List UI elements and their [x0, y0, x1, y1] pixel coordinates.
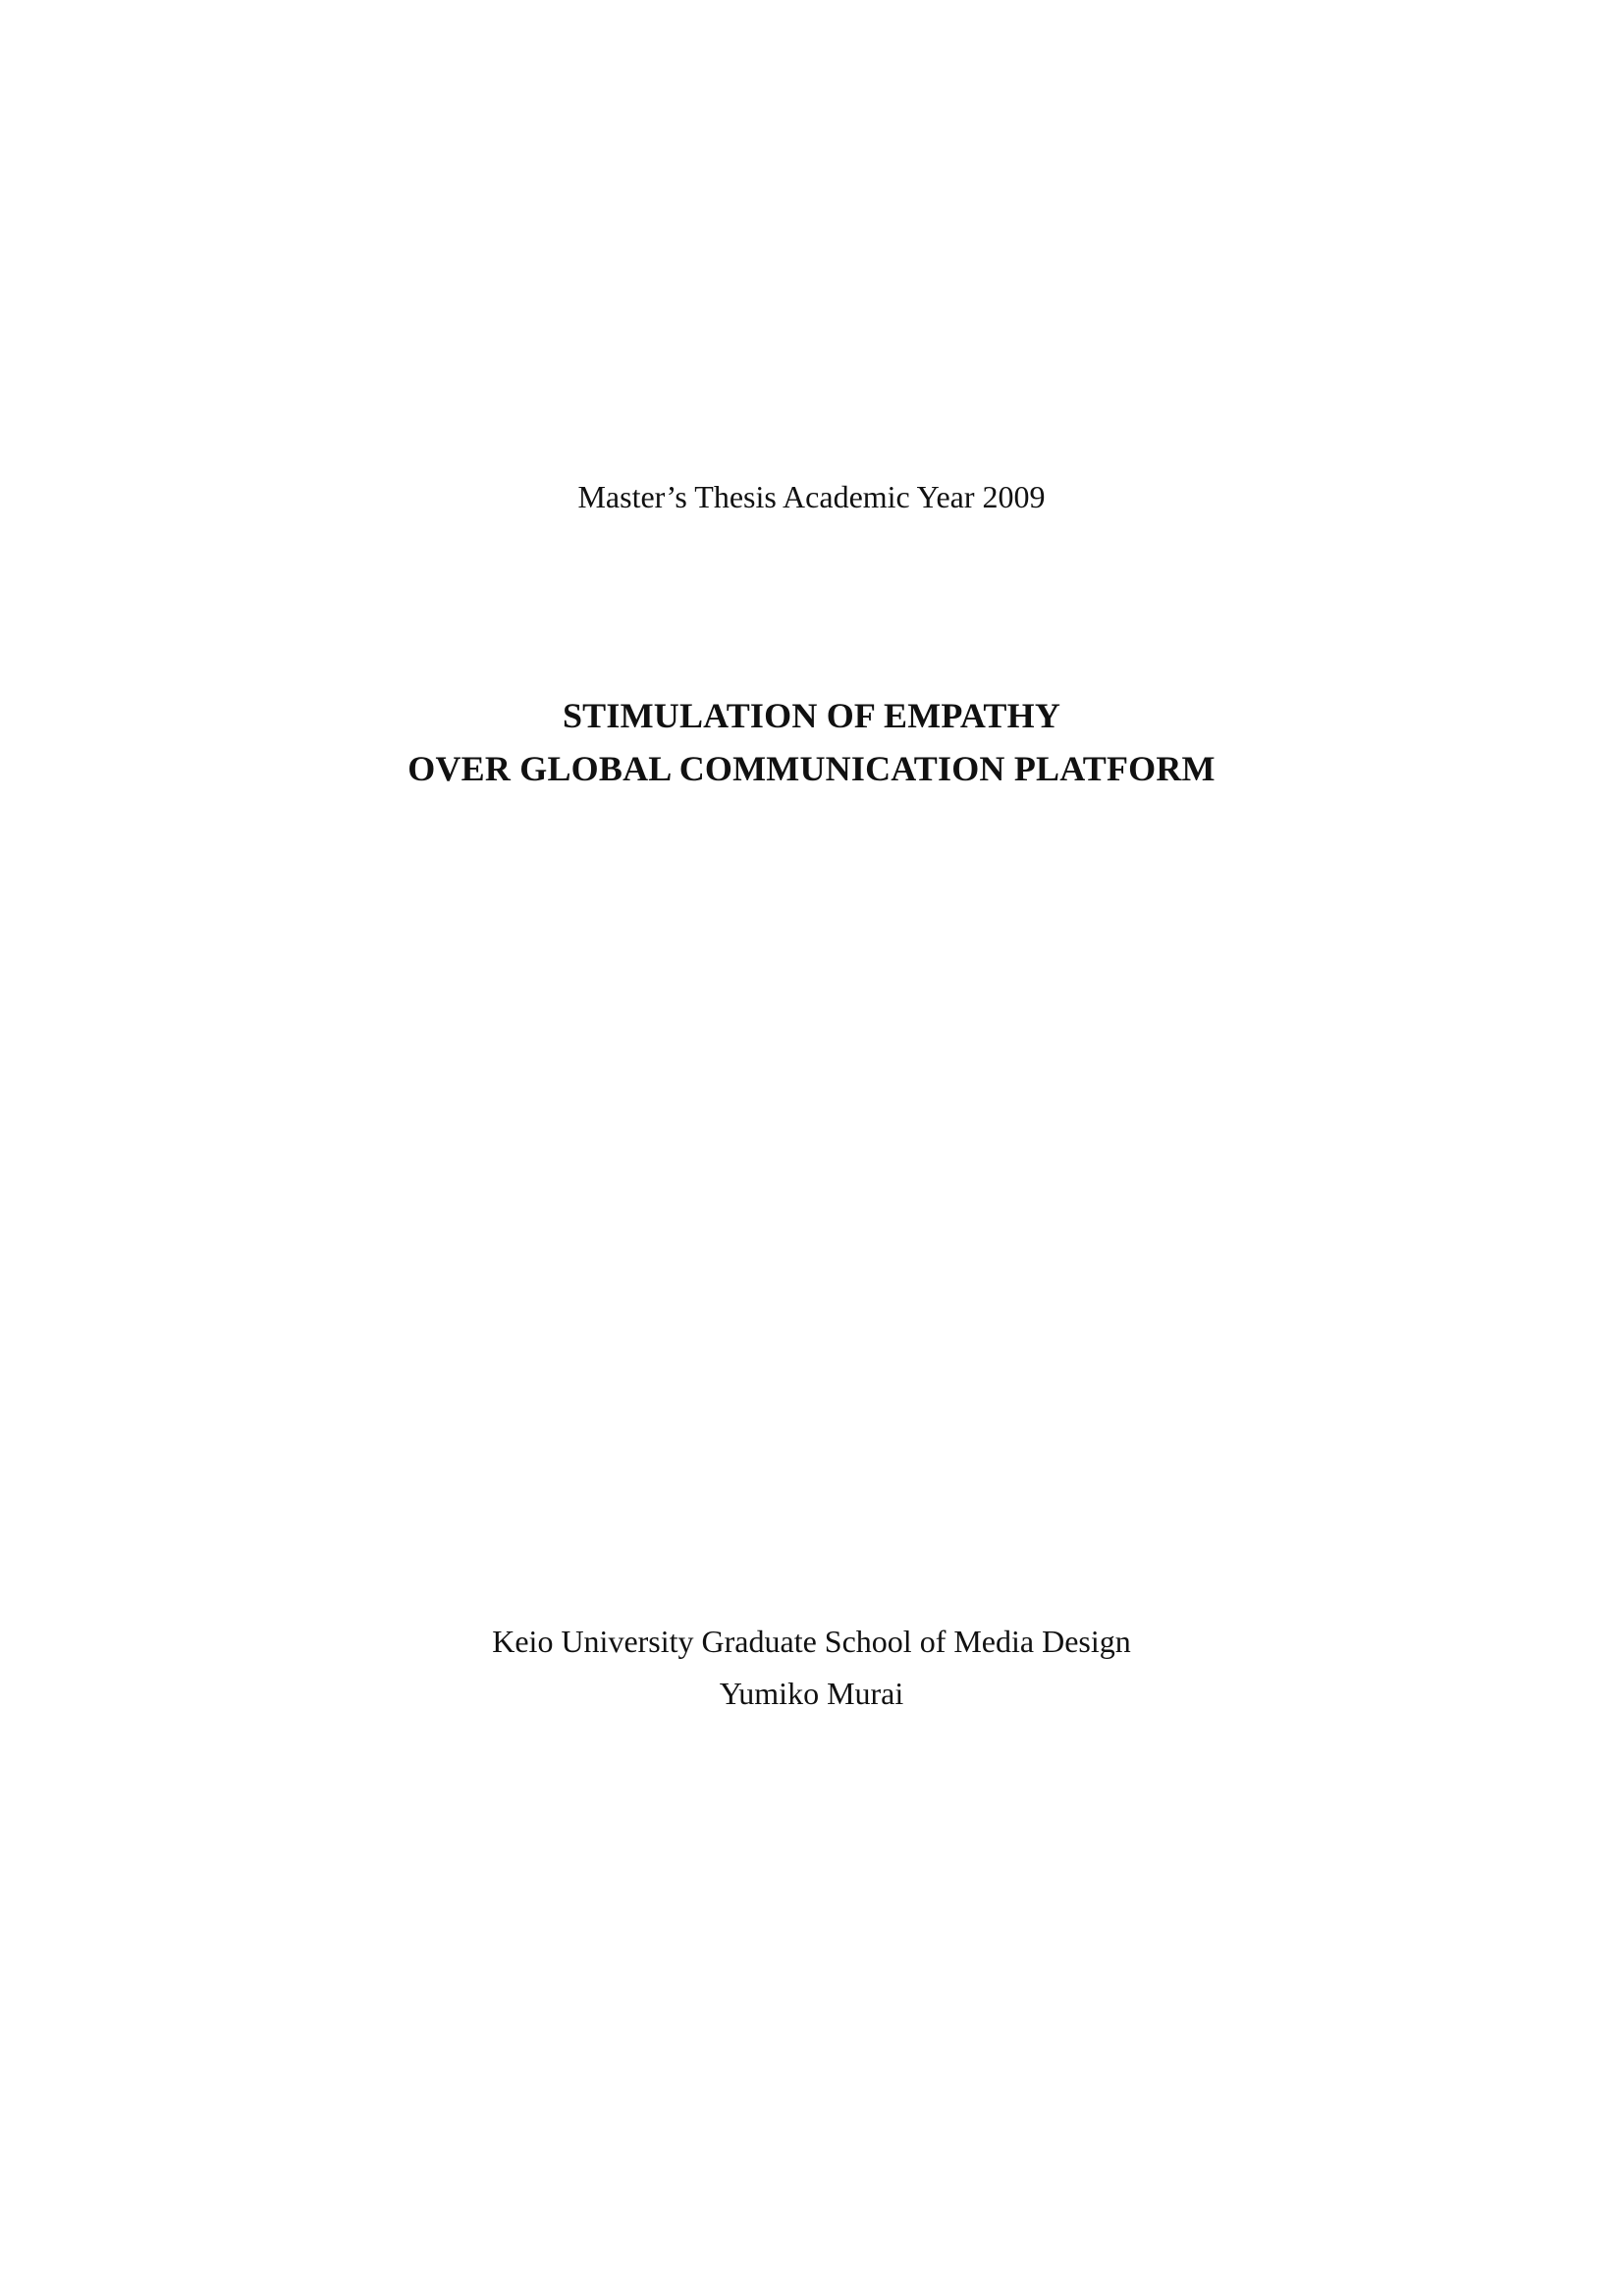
thesis-title-line-1: STIMULATION OF EMPATHY	[562, 696, 1061, 735]
university-affiliation: Keio University Graduate School of Media Design	[492, 1624, 1131, 1659]
author-name: Yumiko Murai	[719, 1676, 904, 1711]
thesis-title-line-2: OVER GLOBAL COMMUNICATION PLATFORM	[407, 749, 1216, 788]
thesis-subtitle: Master’s Thesis Academic Year 2009	[577, 479, 1046, 514]
